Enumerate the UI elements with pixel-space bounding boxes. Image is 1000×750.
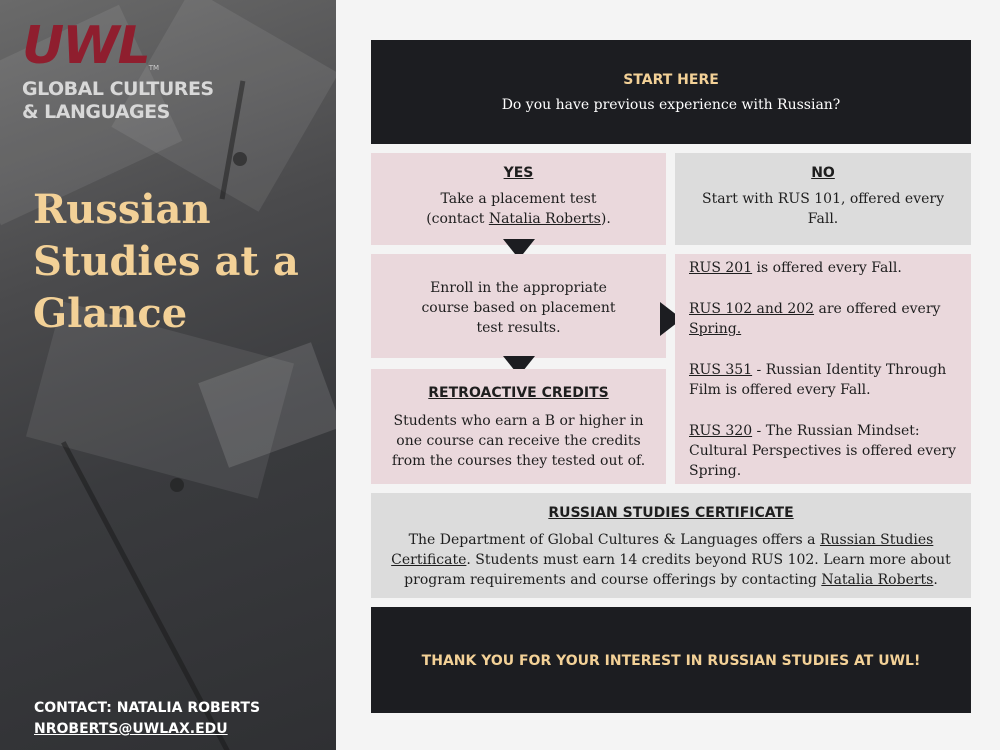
logo-trademark: TM (148, 64, 160, 72)
course-item (689, 421, 959, 481)
yes-text (371, 189, 666, 229)
page-title: Russian Studies at a Glance (33, 186, 299, 337)
enroll-box (371, 254, 666, 358)
certificate-text-part: The Department of Global Cultures & Languages offers a (408, 532, 820, 548)
no-heading: NO (811, 165, 835, 181)
course-desc: is offered every Fall. (752, 260, 902, 276)
certificate-box (371, 493, 971, 598)
certificate-link[interactable]: Russian Studies Certificate (391, 532, 934, 568)
contact-name: CONTACT: NATALIA ROBERTS (34, 700, 261, 716)
certificate-text-part: . (933, 572, 938, 588)
yes-text-before: Take a placement test (contact (426, 191, 597, 227)
course-item (689, 360, 959, 400)
certificate-text (387, 530, 955, 590)
course-link[interactable]: RUS 351 (689, 362, 753, 378)
background-flag-finial (170, 478, 184, 492)
course-item (689, 299, 959, 339)
course-link[interactable]: RUS 320 (689, 423, 753, 439)
no-text: Start with RUS 101, offered every Fall. (701, 191, 945, 227)
sidebar-panel (0, 0, 336, 750)
course-item (689, 258, 959, 278)
course-link[interactable]: RUS 102 and 202 (689, 301, 815, 317)
yes-box (371, 153, 666, 245)
certificate-heading: RUSSIAN STUDIES CERTIFICATE (548, 505, 794, 521)
retroactive-heading: RETROACTIVE CREDITS (428, 385, 609, 401)
course-link-spring[interactable]: Spring. (689, 321, 742, 337)
thank-you-box (371, 607, 971, 713)
course-offerings-box (675, 254, 971, 484)
logo-mark: UWL (22, 16, 149, 76)
course-link[interactable]: RUS 201 (689, 260, 753, 276)
course-desc: are offered every (814, 301, 941, 317)
course-desc: - Russian Identity Through Film is offered every Fall. (689, 362, 947, 398)
natalia-roberts-link[interactable]: Natalia Roberts (821, 572, 934, 588)
natalia-roberts-link[interactable]: Natalia Roberts (488, 211, 601, 227)
logo-subtitle-line1: GLOBAL CULTURES (22, 78, 214, 100)
retroactive-text: Students who earn a B or higher in one course can receive the credits from the courses they tested out of. (391, 413, 646, 469)
yes-text-after: ). (600, 211, 611, 227)
no-box (675, 153, 971, 245)
thank-you-text: THANK YOU FOR YOUR INTEREST IN RUSSIAN STUDIES AT UWL! (421, 653, 921, 669)
retroactive-credits-box (371, 369, 666, 484)
start-here-box (371, 40, 971, 144)
background-flag-finial (233, 152, 247, 166)
logo-subtitle-line2: & LANGUAGES (22, 101, 170, 123)
certificate-text-part: . Students must earn 14 credits beyond RUS 102. Learn more about program requirements and course offerings by contacting (404, 552, 951, 588)
course-desc: - The Russian Mindset: Cultural Perspectives is offered every Spring. (689, 423, 957, 479)
contact-email-link[interactable]: NROBERTS@UWLAX.EDU (34, 721, 228, 737)
yes-heading: YES (503, 165, 534, 181)
start-here-heading: START HERE (623, 72, 719, 88)
contact-block (34, 698, 260, 740)
uwl-logo (22, 16, 214, 124)
start-here-question: Do you have previous experience with Russian? (501, 97, 841, 113)
enroll-text: Enroll in the appropriate course based on placement test results. (421, 280, 616, 336)
